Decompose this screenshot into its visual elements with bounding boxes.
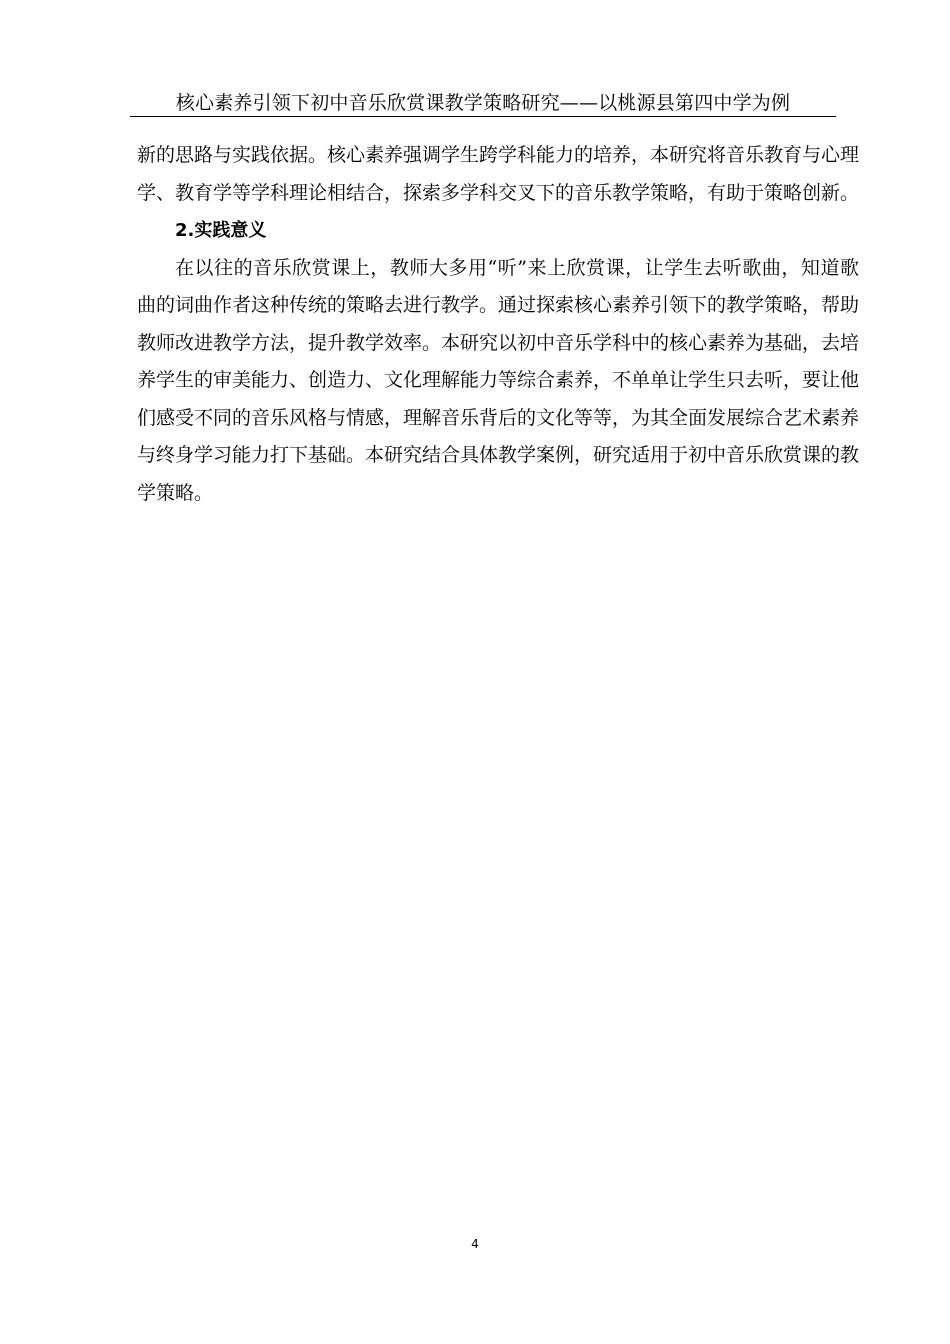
paragraph-practical-significance: 在以往的音乐欣赏课上，教师大多用“听”来上欣赏课，让学生去听歌曲，知道歌曲的词曲作者这种传统的策略去进行教学。通过探索核心素养引领下的教学策略，帮助教师改进教学方法，提升教学效率。本研究以初中音乐学科中的核心素养为基础，去培养学生的审美能力、创造力、文化理解能力等综合素养，不单单让学生只去听，要让他们感受不同的音乐风格与情感，理解音乐背后的文化等等，为其全面发展综合艺术素养与终身学习能力打下基础。本研究结合具体教学案例，研究适用于初中音乐欣赏课的教学策略。 bbox=[137, 256, 860, 504]
document-body bbox=[137, 137, 859, 512]
page-number: 4 bbox=[471, 1237, 479, 1251]
paragraph-continuation: 新的思路与实践依据。核心素养强调学生跨学科能力的培养，本研究将音乐教育与心理学、教育学等学科理论相结合，探索多学科交叉下的音乐教学策略，有助于策略创新。 bbox=[137, 144, 860, 204]
section-heading-practical-significance: 2.实践意义 bbox=[175, 220, 267, 241]
header-divider bbox=[130, 116, 836, 117]
running-header-title: 核心素养引领下初中音乐欣赏课教学策略研究——以桃源县第四中学为例 bbox=[175, 92, 791, 114]
